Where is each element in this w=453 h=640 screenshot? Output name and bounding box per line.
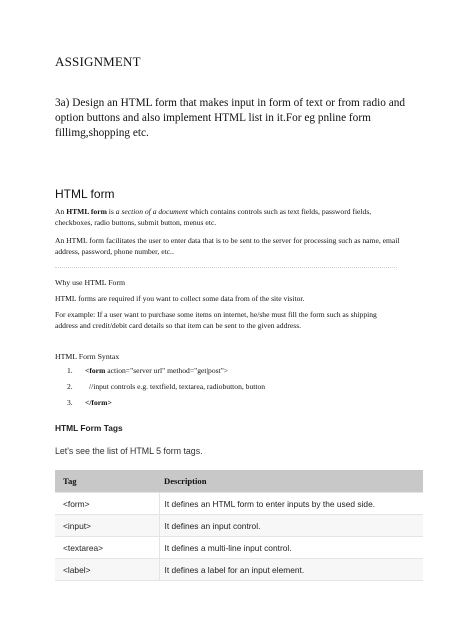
section-heading-tags: HTML Form Tags [55,423,123,433]
tag-cell: <form> [55,493,159,515]
form-tags-table [55,470,423,581]
def-mid: is [106,207,116,216]
list-item [67,366,265,382]
code-bold: </form> [85,398,112,407]
list-item [67,398,265,414]
tags-intro-text: Let's see the list of HTML 5 form tags. [55,446,203,456]
syntax-code-list [67,366,265,414]
def-bold-term: HTML form [66,207,107,216]
def-suffix: which contains controls such as text fields, password fields, checkboxes, radio buttons, submit button, menus etc. [55,207,372,227]
tag-cell: <textarea> [55,537,159,559]
description-cell: It defines a multi-line input control. [159,537,423,559]
assignment-question: 3a) Design an HTML form that makes input in form of text or from radio and option buttons and also implement HTML list in it.For eg pnline form fillimg,shopping etc. [55,97,406,139]
tag-cell: <input> [55,515,159,537]
def-prefix: An [55,207,67,216]
tag-cell: <label> [55,559,159,581]
def-italic: a section of a document [115,207,188,216]
code-bold: <form [85,366,106,375]
why-required-text: HTML forms are required if you want to collect some data from of the site visitor. [55,294,305,303]
column-header-tag: Tag [55,470,159,493]
description-cell: It defines an HTML form to enter inputs by the used side. [159,493,423,515]
code-line [83,366,228,382]
list-number: 3. [67,398,73,407]
section-divider [55,267,397,268]
code-line [83,382,265,398]
column-header-description: Description [159,470,423,493]
html-form-definition [55,207,400,228]
page-title: ASSIGNMENT [55,54,141,69]
description-cell: It defines an input control. [159,515,423,537]
section-heading-syntax: HTML Form Syntax [55,352,120,361]
list-number: 2. [67,382,73,391]
section-heading-html-form: HTML form [55,187,115,201]
why-example-text: For example: If a user want to purchase some items on internet, he/she must fill the form such as shipping address and credit/debit card details so that item can be sent to the given address. [55,310,377,330]
table-row [55,559,423,581]
list-number: 1. [67,366,73,375]
section-heading-why: Why use HTML Form [55,278,126,287]
table-header-row [55,470,423,493]
table-row [55,515,423,537]
table-row [55,493,423,515]
code-rest: //input controls e.g. textfield, textarea, radiobutton, button [89,382,266,391]
code-rest: action="server url" method="get|post"> [105,366,229,375]
html-form-facilitates: An HTML form facilitates the user to enter data that is to be sent to the server for processing such as name, email address, password, phone number, etc.. [55,236,400,256]
table-row [55,537,423,559]
code-line [83,398,112,414]
description-cell: It defines a label for an input element. [159,559,423,581]
list-item [67,382,265,398]
